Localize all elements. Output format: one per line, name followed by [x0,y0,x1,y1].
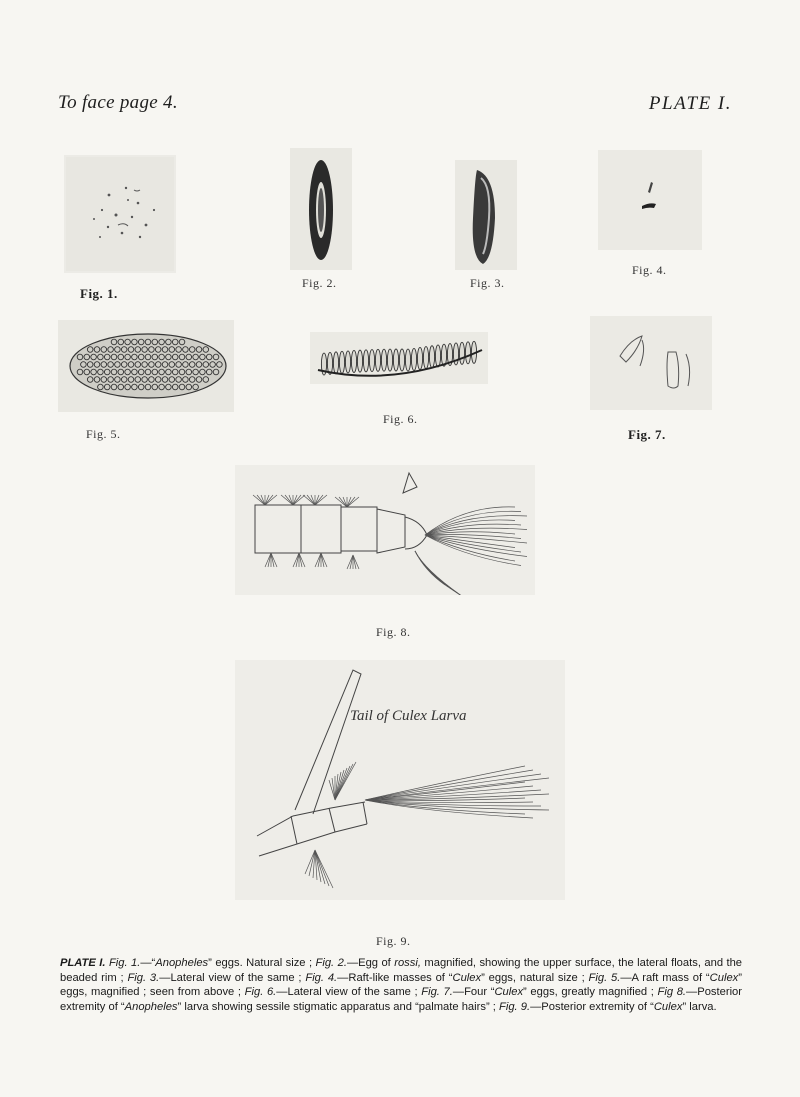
caption-fig7-text: —Four “ [452,986,495,998]
header-plate-title: PLATE I. [648,93,732,114]
caption-fig5-text: —A raft mass of “ [620,971,710,984]
caption-fig2-text: —Egg of [346,957,395,969]
caption-fig4-text: —Raft-like masses of “ [337,971,453,984]
caption-fig3-text: —Lateral view of the same ; [159,971,302,984]
caption-fig9-text2: ” larva. [682,1000,717,1013]
caption-fig7-text2: ” eggs, greatly magnified ; [523,986,654,998]
caption-plate-ref: PLATE I. [60,957,106,969]
caption-fig3-ref: Fig. 3. [127,971,160,984]
figure-9-label: Fig. 9. [376,934,411,948]
caption-fig7-name: Culex [494,986,524,998]
figure-9-inset-label: Tail of Culex Larva [350,708,467,724]
figure-2-label: Fig. 2. [302,276,337,290]
figure-4-label: Fig. 4. [632,263,667,277]
figure-5-illustration [58,320,234,412]
header-page-reference: To face page 4. [58,92,178,113]
caption-fig9-text: —Posterior extremity of “ [530,1000,654,1013]
caption-fig1-text: eggs. Natural size ; [211,957,313,969]
caption-fig5-name: Culex [709,971,739,984]
figure-9-illustration [235,660,565,900]
caption-fig6-ref: Fig. 6. [244,986,277,998]
caption-fig1-name: Anopheles [155,957,209,969]
figure-6-illustration [310,332,488,384]
figure-7-illustration [590,316,712,410]
caption-fig9-name: Culex [653,1000,683,1013]
figure-3-illustration [455,160,517,270]
caption-fig2-name: rossi, [394,957,421,969]
figure-7-label: Fig. 7. [628,427,666,442]
caption-fig7-ref: Fig. 7. [421,986,453,998]
figure-8-label: Fig. 8. [376,625,411,639]
caption-fig8-name: Anopheles [124,1000,178,1013]
figure-1-label: Fig. 1. [80,286,118,301]
figure-6-label: Fig. 6. [383,412,418,426]
figure-8-illustration [235,465,535,595]
caption-fig1-ref: Fig. 1. [108,957,141,969]
caption-fig2-ref: Fig. 2. [315,957,347,969]
caption-fig8-ref: Fig 8. [657,986,687,998]
figure-2-illustration [290,148,352,270]
caption-fig5-ref: Fig. 5. [588,971,621,984]
caption-fig9-ref: Fig. 9. [499,1000,531,1013]
caption-fig4-name: Culex [452,971,482,984]
caption-fig5-text2: ” eggs, magnified ; seen from above ; [60,971,742,998]
caption-fig6-text: —Lateral view of the same ; [276,986,418,998]
plate-caption: PLATE I. Fig. 1.—“Anopheles” eggs. Natural size ; Fig. 2.—Egg of rossi, magnified, showing the upper surface, the lateral floats, and the beaded rim ; Fig. 3.—Lateral view of the same ; Fig. 4.—Raft-like masses of “Culex” eggs, natural size ; Fig. 5.—A raft mass of “Culex” eggs, magnified ; seen from above ; Fig. 6.—Lateral view of the same ; Fig. 7.—Four “Culex” eggs, greatly magnified ; Fig 8.—Posterior extremity of “Anopheles” larva showing sessile stigmatic apparatus and “palmate hairs” ; Fig. 9.—Posterior extremity of “Culex” larva. [60,957,743,1013]
caption-fig8-text: —Posterior extremity of “ [60,986,743,1013]
caption-fig2-text2: magnified, showing the upper surface, the lateral floats, and the beaded rim ; [60,957,743,984]
figure-3-label: Fig. 3. [470,276,505,290]
caption-fig8-text2: ” larva showing sessile stigmatic apparatus and “palmate hairs” ; [177,1000,496,1013]
figure-5-label: Fig. 5. [86,427,121,441]
figure-1-illustration [64,155,176,273]
figure-4-illustration [598,150,702,250]
caption-fig4-ref: Fig. 4. [305,971,338,984]
caption-fig4-text2: ” eggs, natural size ; [481,971,585,984]
